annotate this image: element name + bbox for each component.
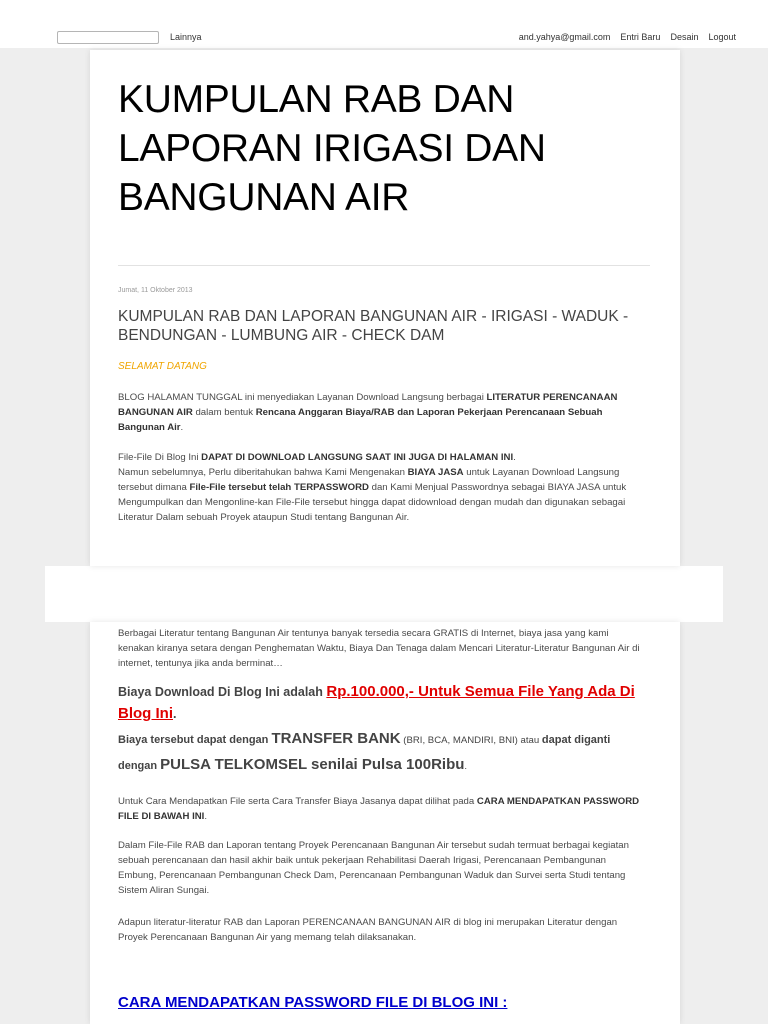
payment-line [118,727,648,779]
blogger-navbar [0,0,768,48]
literature-origin-paragraph: Adapun literatur-literatur RAB dan Laporan PERENCANAAN BANGUNAN AIR di blog ini merupakan Literatur dengan Proyek Perencanaan Bangunan Air yang memang telah dilaksanakan. [118,917,618,943]
price-lead: Biaya Download Di Blog Ini adalah [118,685,327,699]
payment-pulsa: PULSA TELKOMSEL senilai Pulsa 100Ribu [160,756,465,773]
page-gap-band [45,566,723,622]
dl-bold-1: DAPAT DI DOWNLOAD LANGSUNG SAAT INI JUGA DI HALAMAN INI [201,452,514,463]
dl-text-5: dan Kami Menjual Passwordnya sebagai BIAYA JASA untuk Mengumpulkan dan Mengonline-kan File-File tersebut hingga dapat didownload dengan mudah dan digunakan sebagai Literatur Dalam sebuah Proyek ataupun Studi tentang Bangunan Air. [118,482,627,523]
new-post-link[interactable]: Entri Baru [620,32,661,42]
intro-text-3: . [180,422,184,433]
design-link[interactable]: Desain [670,32,699,42]
dl-bold-3: File-File tersebut telah TERPASSWORD [189,482,369,493]
welcome-text: SELAMAT DATANG [118,361,207,372]
payment-banks: (BRI, BCA, MANDIRI, BNI) [400,735,518,746]
howto-ref-text-1: Untuk Cara Mendapatkan File serta Cara Transfer Biaya Jasanya dapat dilihat pada [118,796,477,807]
price-end: . [173,707,177,721]
contents-paragraph: Dalam File-File RAB dan Laporan tentang Proyek Perencanaan Bangunan Air tersebut sudah termuat berbagai kegiatan sebuah perencanaan dan hasil akhir baik untuk pekerjaan Rehabilitasi Daerah Irigasi, Perencanaan Pembangunan Embung, Perencanaan Pembangunan Check Dam, Perencanaan Pembangunan Waduk dan Survei serta Studi tentang Sistem Aliran Sungai. [118,840,629,896]
payment-text-1: Biaya tersebut dapat dengan [118,734,272,746]
intro-paragraph [118,390,643,435]
dl-text-1: File-File Di Blog Ini [118,452,202,463]
intro-bold-2: Rencana Anggaran Biaya/RAB dan Laporan Pekerjaan Perencanaan Sebuah Bangunan Air [118,407,603,433]
howto-reference-paragraph [118,794,643,824]
literature-paragraph: Berbagai Literatur tentang Bangunan Air tentunya banyak tersedia secara GRATIS di Internet, biaya jasa yang kami kenakan kiranya setara dengan Penghematan Waktu, Biaya Dan Tenaga dalam Mencari Literatur-Literatur Bangunan Air di internet, tentunya jika anda berminat… [118,628,640,669]
price-amount-link[interactable]: Rp.100.000,- Untuk Semua File Yang Ada Di Blog Ini [118,683,635,722]
more-menu-link[interactable]: Lainnya [170,32,202,42]
account-email[interactable]: and.yahya@gmail.com [518,32,611,42]
dl-text-4: untuk Layanan Download Langsung tersebut dimana [118,467,620,493]
logout-link[interactable]: Logout [708,32,736,42]
payment-or: atau [517,735,542,746]
intro-text-2: dalam bentuk [192,407,256,418]
price-line [118,681,648,725]
download-info-paragraph [118,450,643,525]
price-block [118,681,648,779]
payment-end: . [464,761,468,772]
post-title: KUMPULAN RAB DAN LAPORAN BANGUNAN AIR - IRIGASI - WADUK - BENDUNGAN - LUMBUNG AIR - CHECK DAM [118,308,629,344]
blog-title[interactable]: KUMPULAN RAB DAN LAPORAN IRIGASI DAN BANGUNAN AIR [118,78,546,219]
dl-text-2: . [513,452,516,463]
intro-bold-1: LITERATUR PERENCANAAN BANGUNAN AIR [118,392,618,418]
dl-bold-2: BIAYA JASA [407,467,464,478]
content-card-bottom [90,622,680,1024]
post-date: Jumat, 11 Oktober 2013 [118,287,193,294]
howto-ref-text-2: . [204,811,208,822]
search-input[interactable] [57,31,159,44]
howto-password-link[interactable]: CARA MENDAPATKAN PASSWORD FILE DI BLOG INI : [118,994,508,1011]
navbar-account-links [519,32,736,42]
dl-text-3: Namun sebelumnya, Perlu diberitahukan bahwa Kami Mengenakan [118,467,408,478]
payment-text-4: dapat diganti dengan [118,734,611,772]
payment-transfer-bank: TRANSFER BANK [271,730,401,747]
content-card-top [90,50,680,566]
howto-ref-bold: CARA MENDAPATKAN PASSWORD FILE DI BAWAH INI [118,796,640,822]
intro-text-1: BLOG HALAMAN TUNGGAL ini menyediakan Layanan Download Langsung berbagai [118,392,487,403]
header-divider [118,265,650,266]
